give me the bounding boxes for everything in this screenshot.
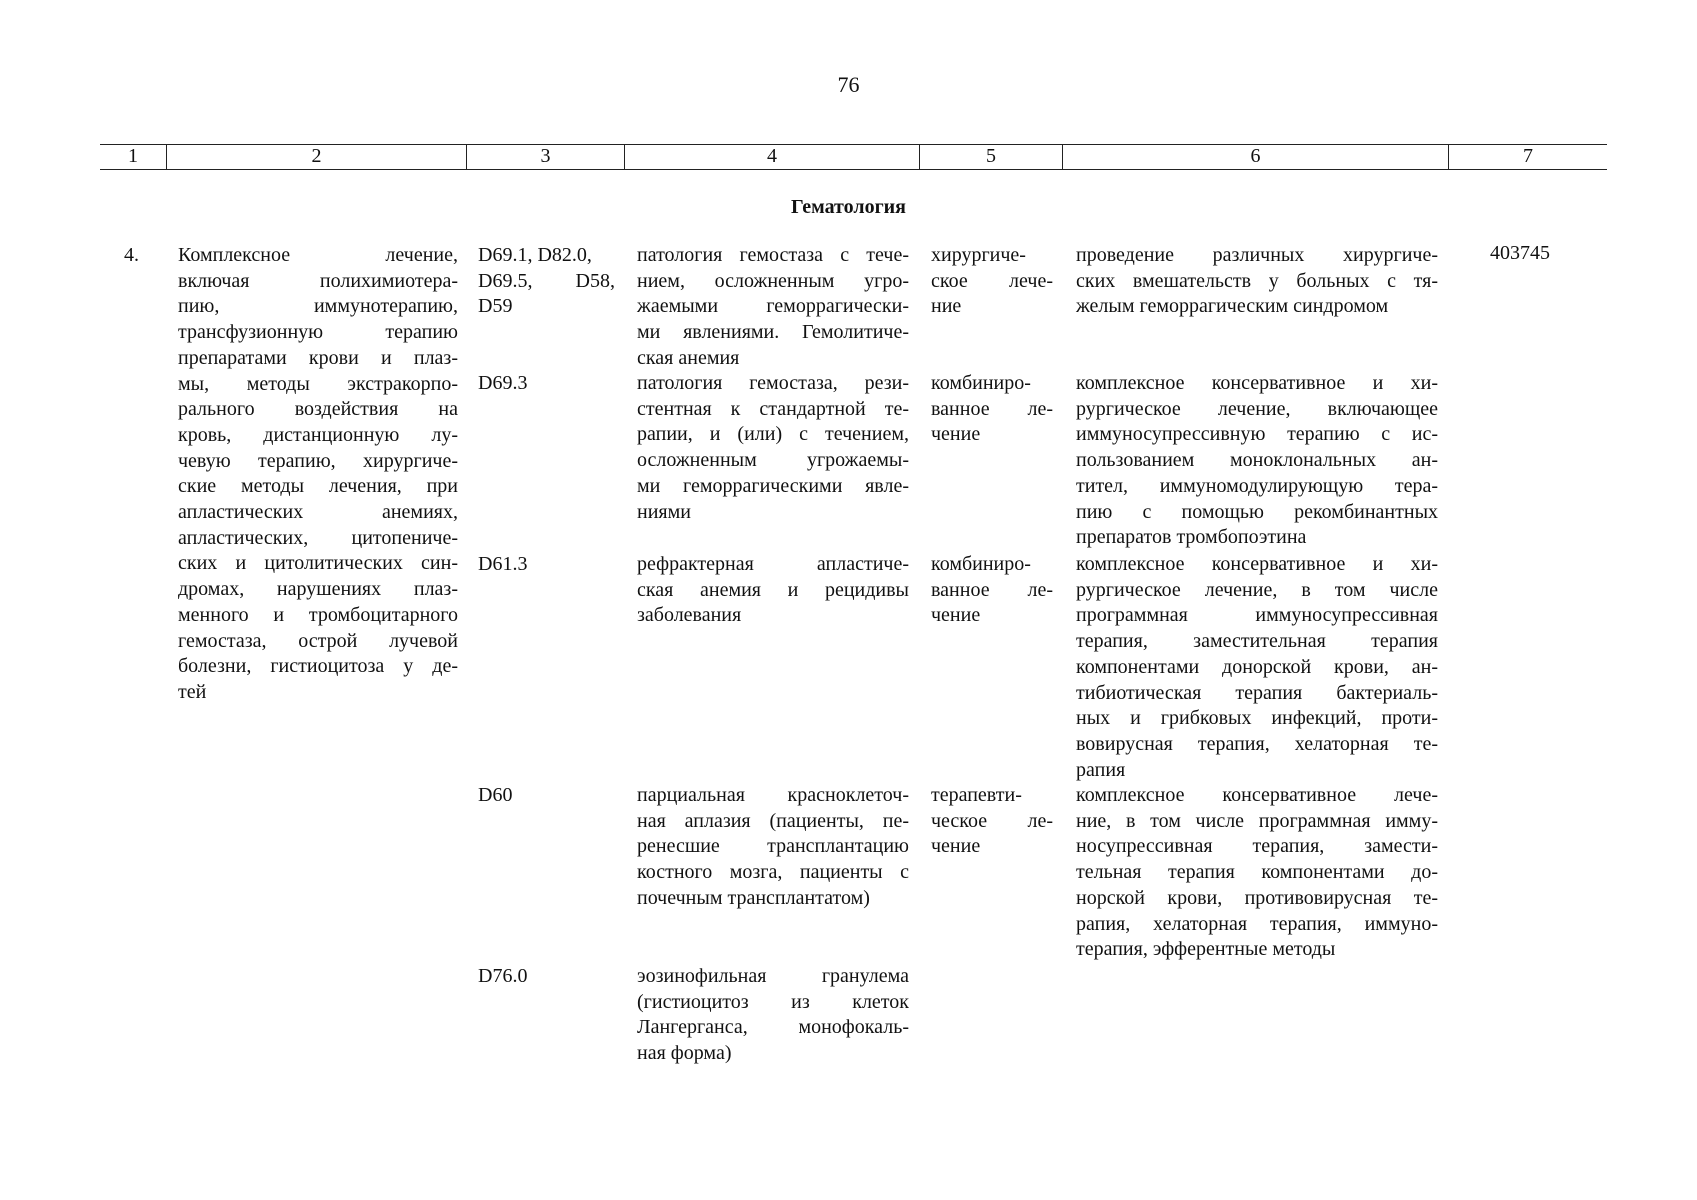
treatment-method-3 — [1076, 552, 1438, 783]
text-line: препаратами крови и плаз- — [178, 346, 458, 369]
text-line: ная форма) — [637, 1042, 732, 1065]
treatment-method-2 — [1076, 371, 1438, 551]
financial-norm: 403745 — [1490, 242, 1550, 264]
patient-model-3 — [637, 552, 909, 629]
text-line: пию с помощью рекомбинантных — [1076, 500, 1438, 523]
text-line: рургическое лечение, в том числе — [1076, 578, 1438, 601]
column-header-4: 4 — [625, 145, 920, 169]
text-line: чевую терапию, хирургиче- — [178, 449, 458, 472]
text-line: рефрактерная апластиче- — [637, 553, 909, 575]
text-line: ных и грибковых инфекций, проти- — [1076, 707, 1438, 730]
text-line: компонентами донорской крови, ан- — [1076, 655, 1438, 678]
text-line: включая полихимиотера- — [178, 269, 458, 292]
text-line: пользованием моноклональных ан- — [1076, 449, 1438, 472]
text-line: менного и тромбоцитарного — [178, 603, 458, 626]
text-line: Лангерганса, монофокаль- — [637, 1016, 909, 1039]
icd-codes-3: D61.3 — [478, 553, 528, 575]
treatment-method-1 — [1076, 243, 1438, 320]
text-line: комбиниро- — [931, 553, 1031, 575]
text-line: ние, в том числе программная имму- — [1076, 809, 1438, 832]
text-line: проведение различных хирургиче- — [1076, 244, 1438, 266]
text-line: вовирусная терапия, хелаторная те- — [1076, 732, 1438, 755]
text-line: жаемыми геморрагически- — [637, 295, 909, 318]
treatment-kind-1 — [931, 243, 1053, 320]
text-line: мы, методы экстракорпо- — [178, 372, 458, 395]
table-header-row — [100, 144, 1607, 170]
text-line: ская анемия — [637, 346, 740, 369]
text-line: ми явлениями. Гемолитиче- — [637, 321, 909, 344]
text-line: парциальная красноклеточ- — [637, 784, 909, 806]
icd-codes-line-text: D69.5, D58, — [478, 269, 615, 292]
text-line: хирургиче- — [931, 244, 1026, 266]
text-line: тей — [178, 680, 207, 703]
treatment-kind-3 — [931, 552, 1053, 629]
patient-model-4 — [637, 783, 909, 912]
text-line: тельная терапия компонентами до- — [1076, 861, 1438, 884]
text-line: препаратов тромбопоэтина — [1076, 526, 1307, 549]
icd-codes-2: D69.3 — [478, 372, 528, 394]
column-header-2: 2 — [167, 145, 467, 169]
text-line: ванное ле- — [931, 578, 1053, 601]
text-line: апластических анемиях, — [178, 501, 458, 524]
text-line: болезни, гистиоцитоза у де- — [178, 655, 458, 678]
text-line: патология гемостаза, рези- — [637, 372, 909, 394]
treatment-kind-4 — [931, 783, 1053, 860]
text-line: комплексное консервативное и хи- — [1076, 372, 1438, 394]
text-line: ная аплазия (пациенты, пе- — [637, 809, 909, 832]
patient-model-5 — [637, 964, 909, 1067]
column-header-6: 6 — [1063, 145, 1449, 169]
text-line: рапия — [1076, 758, 1126, 781]
text-line: патология гемостаза с тече- — [637, 244, 909, 266]
text-line: (гистиоцитоз из клеток — [637, 990, 909, 1013]
icd-codes-line: D69.1, D82.0, — [478, 244, 592, 266]
text-line: ренесшие трансплантацию — [637, 835, 909, 858]
section-title: Гематология — [791, 196, 906, 218]
text-line: осложненным угрожаемы- — [637, 449, 909, 472]
text-line: гемостаза, острой лучевой — [178, 629, 458, 652]
text-line: ванное ле- — [931, 397, 1053, 420]
text-line: норской крови, противовирусная те- — [1076, 886, 1438, 909]
text-line: трансфузионную терапию — [178, 321, 458, 344]
treatment-method-4 — [1076, 783, 1438, 963]
text-line: эозинофильная гранулема — [637, 965, 909, 987]
text-line: терапия, эфферентные методы — [1076, 938, 1336, 961]
text-line: рапия, хелаторная терапия, иммуно- — [1076, 912, 1438, 935]
text-line: комплексное консервативное и хи- — [1076, 553, 1438, 575]
text-line: иммуносупрессивную терапию с ис- — [1076, 423, 1438, 446]
text-line: носупрессивная терапия, замести- — [1076, 835, 1438, 858]
text-line: ских вмешательств у больных с тя- — [1076, 269, 1438, 292]
patient-model-1 — [637, 243, 909, 372]
text-line: ские методы лечения, при — [178, 475, 458, 498]
icd-codes-4: D60 — [478, 784, 513, 806]
text-line: желым геморрагическим синдромом — [1076, 295, 1389, 318]
text-line: комплексное консервативное лече- — [1076, 784, 1438, 806]
text-line: рургическое лечение, включающее — [1076, 397, 1438, 420]
text-line: тибиотическая терапия бактериаль- — [1076, 681, 1438, 704]
text-line: ская анемия и рецидивы — [637, 578, 909, 601]
text-line: рапии, и (или) с течением, — [637, 423, 909, 446]
text-line: пию, иммунотерапию, — [178, 295, 458, 318]
text-line: терапевти- — [931, 784, 1022, 806]
column-header-7: 7 — [1523, 145, 1533, 167]
text-line: кровь, дистанционную лу- — [178, 423, 458, 446]
icd-codes-1 — [478, 243, 615, 320]
text-line: ческое ле- — [931, 809, 1053, 832]
patient-model-2 — [637, 371, 909, 525]
text-line: заболевания — [637, 604, 742, 627]
treatment-kind-2 — [931, 371, 1053, 448]
text-line: рального воздействия на — [178, 398, 458, 421]
text-line: программная иммуносупрессивная — [1076, 604, 1438, 627]
text-line: апластических, цитопениче- — [178, 526, 458, 549]
text-line: дромах, нарушениях плаз- — [178, 578, 458, 601]
page-number: 76 — [837, 72, 860, 97]
text-line: ние — [931, 295, 962, 318]
treatment-type-name — [178, 243, 458, 706]
text-line: чение — [931, 423, 981, 446]
text-line: Комплексное лечение, — [178, 244, 458, 266]
icd-codes-line — [478, 269, 615, 295]
column-header-3: 3 — [467, 145, 625, 169]
text-line: тител, иммуномодулирующую тера- — [1076, 474, 1438, 497]
icd-codes-line: D59 — [478, 295, 513, 318]
text-line: комбиниро- — [931, 372, 1031, 394]
text-line: ниями — [637, 500, 691, 523]
text-line: костного мозга, пациенты с — [637, 861, 909, 884]
icd-codes-5: D76.0 — [478, 965, 528, 987]
column-header-1: 1 — [100, 145, 167, 169]
text-line: ми геморрагическими явле- — [637, 474, 909, 497]
text-line: почечным трансплантатом) — [637, 886, 870, 909]
text-line: чение — [931, 835, 981, 858]
text-line: терапия, заместительная терапия — [1076, 630, 1438, 653]
row-number: 4. — [124, 244, 139, 266]
text-line: стентная к стандартной те- — [637, 397, 909, 420]
text-line: ских и цитолитических син- — [178, 552, 458, 575]
text-line: ское лече- — [931, 269, 1053, 292]
column-header-5: 5 — [920, 145, 1063, 169]
text-line: чение — [931, 604, 981, 627]
text-line: нием, осложненным угро- — [637, 269, 909, 292]
